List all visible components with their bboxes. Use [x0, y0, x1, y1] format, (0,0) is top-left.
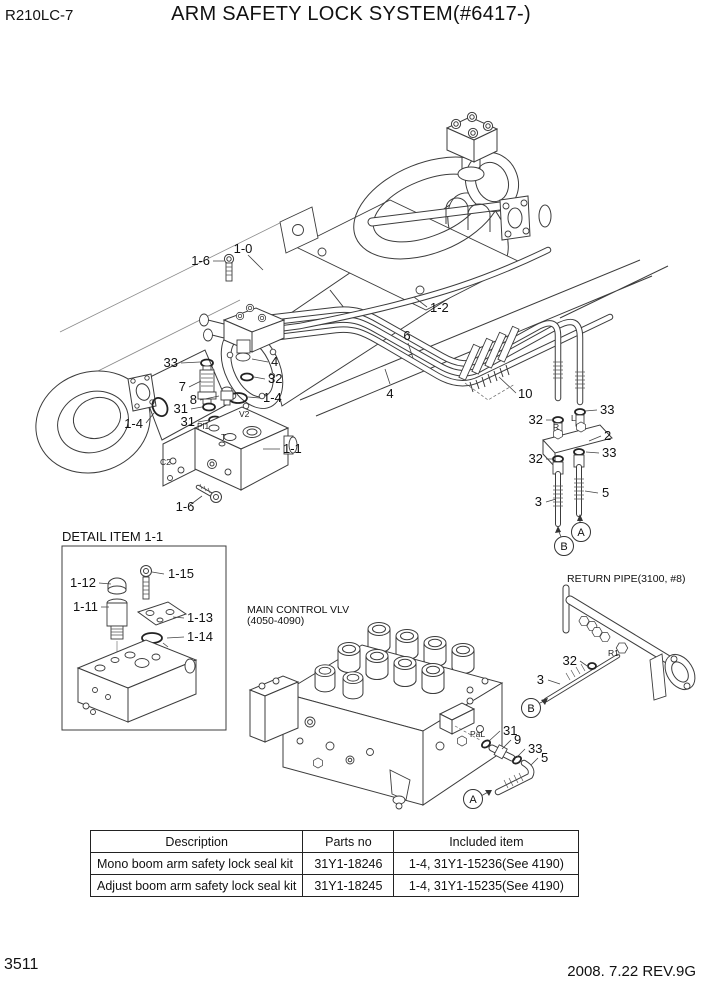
cylinder-head-assembly	[280, 112, 551, 310]
part-label-2: 2	[604, 428, 612, 443]
part-label-1-4: 1-4	[263, 390, 282, 405]
table-header-0: Description	[91, 831, 303, 853]
port-label-L: L	[571, 413, 576, 423]
page-title: ARM SAFETY LOCK SYSTEM(#6417-)	[171, 3, 531, 25]
table-row	[91, 853, 579, 875]
part-label-32: 32	[268, 371, 283, 386]
part-label-31: 31	[503, 723, 518, 738]
revision-date: 2008. 7.22 REV.9G	[567, 963, 696, 980]
part-label-1-15: 1-15	[168, 566, 195, 581]
table-cell-1-2: 1-4, 31Y1-15235(See 4190)	[394, 875, 579, 897]
flow-circle-letter-A: A	[469, 794, 477, 806]
mcv-label-2: (4050-4090)	[247, 615, 305, 627]
table-header-2: Included item	[394, 831, 579, 853]
part-label-1-0: 1-0	[233, 241, 253, 256]
part-label-1-12: 1-12	[69, 575, 96, 590]
port-label-R1: R1	[608, 648, 619, 658]
part-label-1-6: 1-6	[175, 499, 195, 514]
detail-box-title: DETAIL ITEM 1-1	[62, 529, 164, 544]
part-label-3: 3	[536, 672, 544, 687]
part-label-33: 33	[600, 402, 615, 417]
part-label-5: 5	[602, 485, 610, 500]
part-label-1-1: 1-1	[283, 441, 302, 456]
part-label-1-13: 1-13	[187, 610, 214, 625]
model-number: R210LC-7	[5, 7, 74, 24]
flow-circle-letter-B: B	[560, 541, 568, 553]
port-label-T: T	[221, 432, 227, 442]
part-label-33: 33	[602, 445, 617, 460]
port-label-Pi1: Pi1	[197, 421, 210, 431]
part-label-9: 9	[514, 732, 522, 747]
flow-circle-letter-B: B	[527, 703, 535, 715]
return-pipe-label: RETURN PIPE(3100, #8)	[567, 573, 686, 585]
port-label-R: R	[553, 422, 560, 432]
part-label-1-11: 1-11	[72, 599, 98, 614]
part-label-4: 4	[386, 386, 394, 401]
part-label-32: 32	[562, 653, 577, 668]
mcv-label-1: MAIN CONTROL VLV	[247, 604, 350, 616]
table-header-1: Parts no	[303, 831, 394, 853]
part-label-33: 33	[528, 741, 543, 756]
part-label-33: 33	[163, 355, 178, 370]
part-label-3: 3	[534, 494, 542, 509]
port-label-C2: C2	[160, 457, 171, 467]
part-label-31: 31	[180, 414, 195, 429]
table-cell-1-0: Adjust boom arm safety lock seal kit	[91, 875, 303, 897]
port-label-PaL: PaL	[470, 729, 486, 739]
part-label-32: 32	[528, 451, 543, 466]
seal-kit-table	[90, 830, 579, 897]
part-label-4: 4	[271, 354, 279, 369]
table-cell-0-0: Mono boom arm safety lock seal kit	[91, 853, 303, 875]
part-label-1-4: 1-4	[124, 416, 143, 431]
port-label-V2: V2	[239, 409, 250, 419]
part-label-1-2: 1-2	[430, 300, 449, 315]
part-label-1-6: 1-6	[191, 253, 210, 268]
return-pipe	[540, 573, 701, 705]
page-number: 3511	[4, 956, 39, 973]
part-label-31: 31	[173, 401, 188, 416]
part-label-1-14: 1-14	[187, 629, 214, 644]
table-row	[91, 875, 579, 897]
part-label-7: 7	[178, 379, 186, 394]
main-control-valve	[247, 604, 502, 809]
table-cell-0-2: 1-4, 31Y1-15236(See 4190)	[394, 853, 579, 875]
part-label-32: 32	[528, 412, 543, 427]
flow-circle-letter-A: A	[577, 527, 585, 539]
part-label-5: 5	[541, 750, 549, 765]
part-label-6: 6	[403, 328, 411, 343]
table-cell-1-1: 31Y1-18245	[303, 875, 394, 897]
table-cell-0-1: 31Y1-18246	[303, 853, 394, 875]
part-label-8: 8	[189, 392, 197, 407]
part-label-10: 10	[518, 386, 533, 401]
